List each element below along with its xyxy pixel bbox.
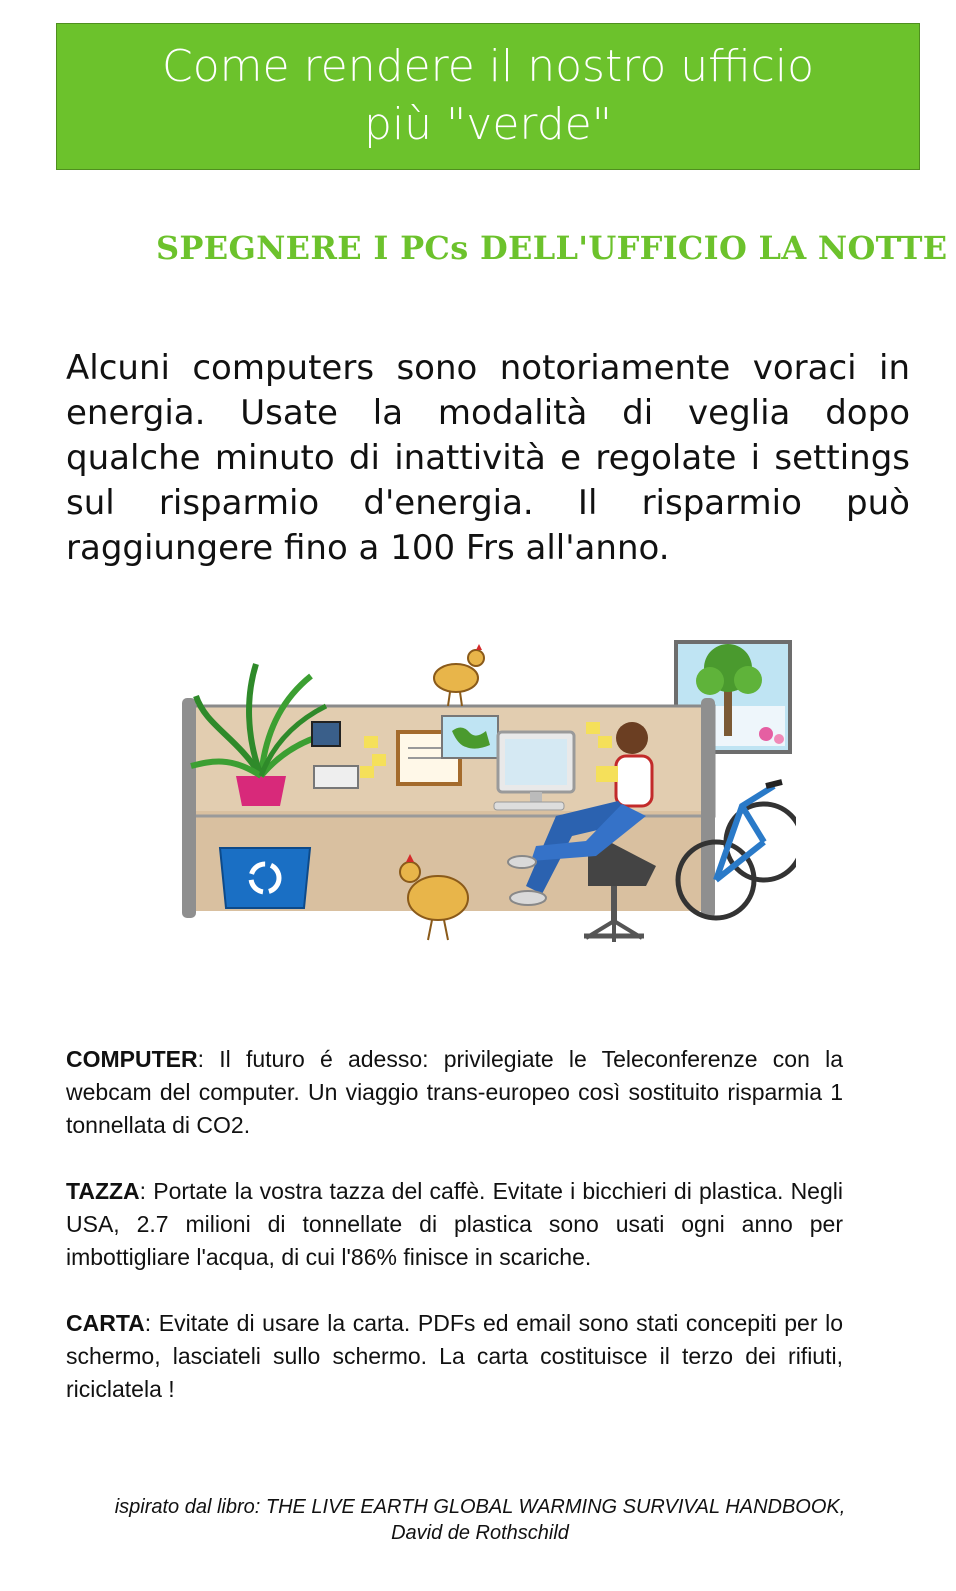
tip-text: : Evitate di usare la carta. PDFs ed email sono stati concepiti per lo schermo, lasciateli sullo schermo. La carta costituisce il terzo dei rifiuti, riciclatela !: [66, 1310, 843, 1402]
tip-computer: [66, 1043, 843, 1142]
office-cubicle-illustration: [176, 636, 796, 952]
tip-tazza: [66, 1175, 843, 1274]
tips-list: [66, 1043, 843, 1439]
credit-line-2: David de Rothschild: [391, 1522, 569, 1544]
tip-label: CARTA: [66, 1310, 145, 1336]
credit-line-1: ispirato dal libro: THE LIVE EARTH GLOBAL WARMING SURVIVAL HANDBOOK,: [114, 1496, 846, 1518]
title-line-1: Come rendere il nostro ufficio: [161, 41, 815, 92]
tip-carta: [66, 1307, 843, 1406]
tip-label: COMPUTER: [66, 1046, 198, 1072]
recycle-bin-icon: [220, 848, 310, 908]
credit-footer: [40, 1494, 920, 1546]
section-heading: SPEGNERE I PCs DELL'UFFICIO LA NOTTE: [156, 229, 948, 267]
title-line-2: più "verde": [364, 99, 612, 150]
tip-label: TAZZA: [66, 1178, 140, 1204]
title-banner: [56, 23, 920, 170]
chicken-icon: [434, 644, 484, 706]
tip-text: : Portate la vostra tazza del caffè. Evitate i bicchieri di plastica. Negli USA, 2.7 milioni di tonnellate di plastica sono usati ogni anno per imbottigliare l'acqua, di cui l'86% finisce in scariche.: [66, 1178, 843, 1270]
tip-text: : Il futuro é adesso: privilegiate le Teleconferenze con la webcam del computer. Un viaggio trans-europeo così sostituito risparmia 1 tonnellata di CO2.: [66, 1046, 843, 1138]
lead-paragraph: Alcuni computers sono notoriamente voraci in energia. Usate la modalità di veglia dopo qualche minuto di inattività e regolate i settings sul risparmio d'energia. Il risparmio può raggiungere fino a 100 Frs all'anno.: [66, 348, 910, 568]
